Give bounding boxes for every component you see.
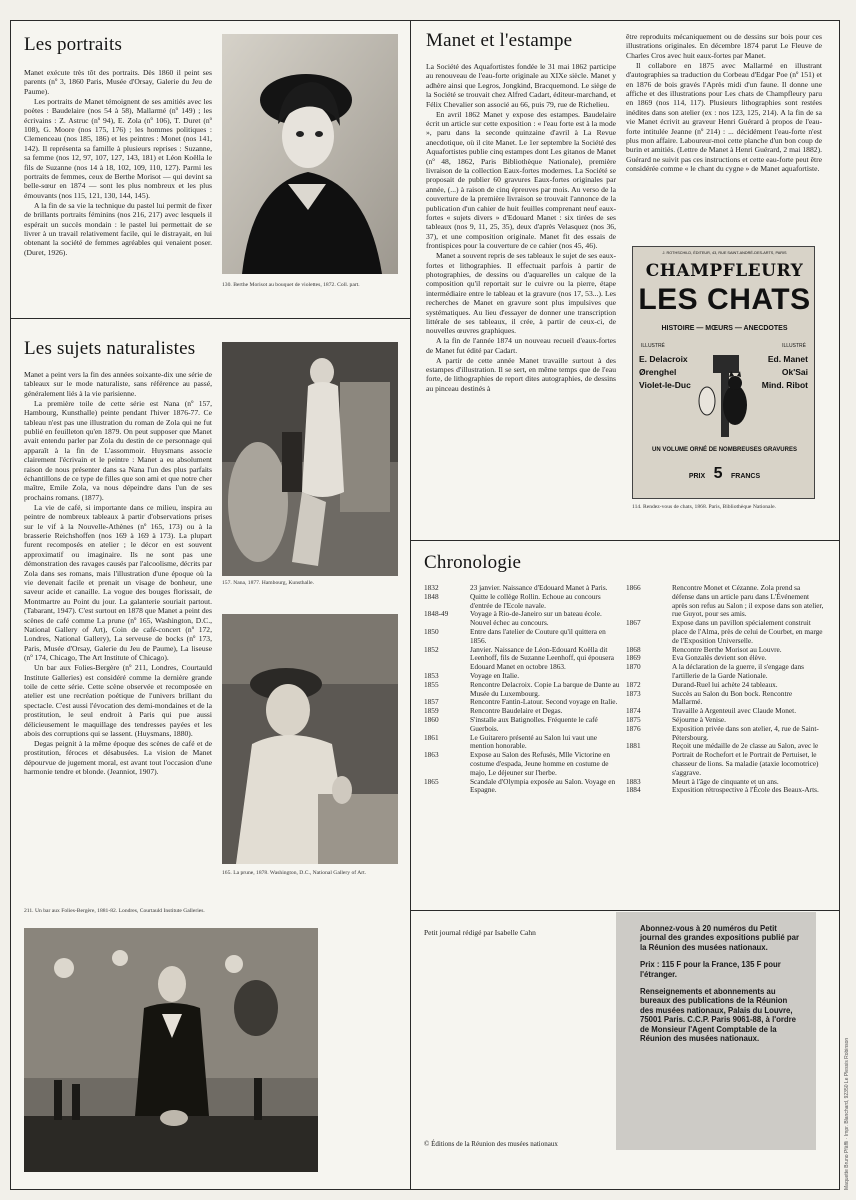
poster-left-names <box>639 353 693 392</box>
chrono-year: 1865 <box>424 776 439 786</box>
chrono-year: 1857 <box>424 697 439 707</box>
chrono-year: 1875 <box>626 714 641 724</box>
chrono-year: 1883 <box>626 776 641 786</box>
chrono-year: 1874 <box>626 706 641 716</box>
chrono-entry <box>626 742 824 777</box>
chrono-text: Rencontre Fantin-Latour. Second voyage en Italie. <box>470 697 618 707</box>
chrono-year: 1859 <box>424 706 439 716</box>
paragraph: La vie de café, si importante dans ce milieu, inspira au peintre de nombreux tableaux à partir d'observations prises sur le vif à la Nouvelle-Athènes (nº 165, 173) ou à la brasserie Reichshoffen (nos 169 à 169 à 173). La plupart furent recomposés en atelier ; le décor en est souvent approximatif ou imaginaire. Ils ne sont pas une démonstration des ravages causés par l'alcoolisme, décrits par Zola dans ses romans, mais l'illustration d'une époque où la vie devenait facile et prenait un visage de bonheur, une saveur acide et canaille. La vogue des bouges florissait, de Montmartre au Point du jour. La galanterie souriait partout. (Tabarant, 1947). C'est surtout en 1878 que Manet a peint des scènes de café comme La prune (nº 165, Washington, D.C., National Gallery of Art), Coin de café-concert (nº 172, Londres, National Gallery), La serveuse de bocks (nº 173, Paris, Musée d'Orsay, Galerie du Jeu de Paume), La liseuse (nº 174, Chicago, The Art Institute of Chicago). <box>24 502 212 663</box>
chrono-entry <box>626 619 824 645</box>
chrono-text: S'installe aux Batignolles. Fréquente le café Guerbois. <box>470 714 598 733</box>
poster-cat-illustration <box>695 345 753 437</box>
chrono-year: 1868 <box>626 644 641 654</box>
chrono-entry <box>626 725 824 743</box>
column-divider <box>410 20 411 1190</box>
chrono-text: Janvier. Naissance de Léon-Edouard Koëlla dit Leenhoff, fils de Suzanne Leenhoff, qui épousera Edouard Manet en octobre 1863. <box>470 644 614 672</box>
paragraph: La première toile de cette série est Nana (nº 157, Hambourg, Kunsthalle) peinte pendant l'hiver 1876-77. Ce tableau n'est pas une illustration du roman de Zola qui ne fut publié en feuilleton qu'en 1879. On peut supposer que Manet avait entendu parler par Zola du destin de ce personnage qui apparaît à la fin de L'assommoir. Huysmans associe clairement l'écrivain et le peintre : Manet a eu absolument raison de nous présenter dans sa Nana l'un des plus parfaits échantillons de ce type de filles que son ami et que notre cher maître, Emile Zola, va nous dépeindre dans l'un de ses prochains romans. (1877). <box>24 398 212 502</box>
copyright: © Éditions de la Réunion des musées nationaux <box>424 1140 558 1148</box>
chrono-entry <box>424 778 620 796</box>
paragraph: A la fin de l'année 1874 un nouveau recueil d'eaux-fortes de Manet fut édité par Cadart. <box>426 336 616 355</box>
chrono-text: Voyage en Italie. <box>470 670 520 680</box>
subscribe-intro: Abonnez-vous à 20 numéros du Petit journal des grandes expositions publié par la Réunion des musées nationaux. <box>640 924 800 952</box>
artist-name: Ed. Manet <box>767 354 808 364</box>
bar-folies-bergere-photo <box>24 928 318 1172</box>
paragraph: En avril 1862 Manet y expose des estampes. Baudelaire écrit un article sur cette exposition : « l'eau forte est à la mode », paru dans la seconde quinzaine d'avril à La Revue anecdotique, où il cite Manet. Le 1er septembre la Société des Aquafortistes publie cinq estampes dont Les gitanos de Manet (nº 48, 1862, Paris Bibliothèque Nationale), première livraison de la collection Eaux-fortes modernes. La Société se proposait de publier 60 gravures Eaux-fortes originales par année, (...) à raison de cinq épreuves par mois. Au verso de la couverture de la première livraison se trouvait l'annonce de la publication d'un cahier de huit feuilles comprenant neuf eaux-fortes « sujets divers » d'Edouard Manet : six tirées de ses tableaux (nos 9, 11, 25, 35), deux d'après Velasquez (nos 36, 37), et une composition originale. Manet fit des essais de frontispices pour la couverture de ce cahier (nos 45, 46). <box>426 109 616 251</box>
paragraph: Un bar aux Folies-Bergère (nº 211, Londres, Courtauld Institute Galleries) est considéré comme la dernière grande toile de cette série. Cette scène observée et recomposée en atelier est une recréation poétique de l'univers brillant du spectacle. C'est aussi l'évocation des demi-mondaines et de la prostitution, le seul endroit à Paris qui pue aussi délicieusement le maquillage des tendresses payées et les abois des corruptions qui se lassent. (Huysmans, 1880). <box>24 663 212 738</box>
poster-publisher: J. ROTHSCHILD, ÉDITEUR, 43, RUE SAINT-ANDRÉ-DES-ARTS, PARIS <box>662 251 787 255</box>
artist-name: Ok'Sai <box>781 367 808 377</box>
chrono-text: Rencontre Baudelaire et Degas. <box>470 706 563 716</box>
chrono-entry <box>424 628 620 646</box>
chrono-entry <box>626 690 824 708</box>
chrono-text: Voyage à Rio-de-Janeiro sur un bateau école. Nouvel échec au concours. <box>470 609 602 628</box>
chrono-text: Rencontre Monet et Cézanne. Zola prend sa défense dans un article paru dans L'Événement après son refus au Salon ; il expose dans son atelier, rue Guyot, pour ses amis. <box>672 583 824 619</box>
paragraph: A partir de cette année Manet travaille surtout à des estampes d'illustration. Il se sert, en même temps que de l'eau forte, de lithographies de report dites autographies, de dessins au pinceau destinés à <box>426 355 616 393</box>
chrono-text: Succès au Salon du Bon bock. Rencontre Mallarmé. <box>672 688 793 707</box>
paragraph: Manet a souvent repris de ses tableaux le sujet de ses eaux-fortes et lithographies. Il effectuait parfois à partir de photographies, de dessins ou d'aquarelles un calque de la composition qu'il reportait sur le cuivre ou la pierre, étape intermédiaire entre le tableau et la gravure (nos 17, 53...). Les recherches de Manet en gravure sont plus impulsives que systématiques. Au lieu d'essayer de donner une transcription littérale de ses tableaux, il crée, à partir de ceux-ci, de nouvelles œuvres graphiques. <box>426 251 616 336</box>
chrono-text: Reçoit une médaille de 2e classe au Salon, avec le Portrait de Rochefort et le Portrait de Pertuiset, le chasseur de lions. Sa maladie (ataxie locomotrice) s'aggrave. <box>672 741 819 777</box>
chrono-text: Exposition rétrospective à l'École des Beaux-Arts. <box>672 785 819 795</box>
vertical-printer-credit: Maquette Bruno Pfäffli · Impr. Blanchard, 92350 Le Plessis Robinson <box>844 1037 850 1190</box>
chrono-text: 23 janvier. Naissance d'Edouard Manet à Paris. <box>470 583 608 592</box>
estampe-title: Manet et l'estampe <box>426 30 573 51</box>
author-credit: Petit journal rédigé par Isabelle Cahn <box>424 928 536 937</box>
section-divider <box>410 540 840 541</box>
paragraph: A la fin de sa vie la technique du pastel lui permit de fixer de brillants portraits féminins (nos 216, 217) avec lesquels il espérait un succès mondain : le pastel lui permettait de se livrer à un travail relativement facile, qui le distrayait, en lui obtenant la société de femmes agréables qui venaient poser. (Duret, 1926). <box>24 200 212 257</box>
portrait-berthe-morisot-photo <box>222 34 398 274</box>
paragraph: La Société des Aquafortistes fondée le 31 mai 1862 participe au renouveau de l'eau-forte originale au XIXe siècle. Manet y adhère ainsi que Legros, Jongkind, Bracquemond. Le siège de la Société se trouvait chez Alfred Cadart, éditeur-marchand, et Félix Chevalier son associé au 66, puis 79, rue de Richelieu. <box>426 62 616 109</box>
subscribe-price: Prix : 115 F pour la France, 135 F pour l'étranger. <box>640 960 781 979</box>
la-prune-photo <box>222 614 398 864</box>
chrono-entry <box>424 716 620 734</box>
chrono-entry <box>626 663 824 681</box>
estampe-text-left <box>426 62 616 394</box>
poster-subtitle: HISTOIRE — MŒURS — ANECDOTES <box>661 325 788 332</box>
poster-title: LES CHATS <box>638 283 811 316</box>
price-label: PRIX <box>688 473 706 480</box>
chrono-entry <box>424 646 620 672</box>
chrono-year: 1861 <box>424 732 439 742</box>
chrono-year: 1873 <box>626 688 641 698</box>
chronologie-right <box>626 584 824 795</box>
chrono-entry <box>424 681 620 699</box>
nana-caption: 157. Nana, 1877. Hambourg, Kunsthalle. <box>222 580 315 586</box>
chrono-year: 1866 <box>626 583 641 592</box>
portrait-caption: 130. Berthe Morisot au bouquet de violettes, 1872. Coll. part. <box>222 282 360 288</box>
chrono-text: Meurt à l'âge de cinquante et un ans. <box>672 776 779 786</box>
chrono-entry <box>424 593 620 611</box>
chrono-entry <box>626 786 824 795</box>
subscribe-info: Renseignements et abonnements au bureaux des publications de la Réunion des musées nationaux, Palais du Louvre, 75001 Paris. C.C.P. Paris 9061-88, à l'ordre de Monsieur l'Agent Comptable de la Réunion des musées nationaux. <box>640 987 797 1044</box>
les-chats-poster <box>632 246 815 499</box>
chrono-year: 1853 <box>424 670 439 680</box>
chrono-year: 1860 <box>424 714 439 724</box>
chrono-text: Le Guitarero présenté au Salon lui vaut une mention honorable. <box>470 732 598 751</box>
poster-right-names <box>752 353 808 392</box>
chrono-text: Expose dans un pavillon spécialement construit place de l'Alma, près de celui de Courbet, en marge de l'Exposition Universelle. <box>672 618 823 645</box>
chrono-year: 1852 <box>424 644 439 654</box>
chronologie-left <box>424 584 620 795</box>
chrono-year: 1872 <box>626 679 641 689</box>
chrono-text: Entre dans l'atelier de Couture qu'il quittera en 1856. <box>470 626 606 645</box>
estampe-text-right <box>626 32 822 174</box>
chrono-entry <box>424 751 620 777</box>
chronologie-title: Chronologie <box>424 552 522 573</box>
bar-caption: 211. Un bar aux Folies-Bergère, 1881-82. Londres, Courtauld Institute Galleries. <box>24 908 205 914</box>
chrono-year: 1876 <box>626 723 641 733</box>
chrono-year: 1867 <box>626 618 641 628</box>
paragraph: Degas peignit à la même époque des scènes de café et de prostitution, féroces et désabusées. La vision de Manet dépourvue de jugement moral, est avant tout l'occasion d'une harmonie tendre et blonde. (Jeanniot, 1907). <box>24 738 212 777</box>
les-chats-caption: 114. Rendez-vous de chats, 1868. Paris, Bibliothèque Nationale. <box>632 504 776 510</box>
paragraph: Manet a peint vers la fin des années soixante-dix une série de tableaux sur le mode naturaliste, sans référence au passé, généralement liés à la vie parisienne. <box>24 370 212 398</box>
chrono-text: Quitte le collège Rollin. Echoue au concours d'entrée de l'Ecole navale. <box>470 591 601 610</box>
poster-illustre-left: ILLUSTRÉ <box>641 343 665 349</box>
chrono-text: Rencontre Delacroix. Copie La barque de Dante au Musée du Luxembourg. <box>470 679 620 698</box>
chrono-text: Expose au Salon des Refusés, Mlle Victorine en costume d'espada, Jeune homme en costume de majo, Le déjeuner sur l'herbe. <box>470 750 611 777</box>
price-value: 5 <box>713 465 723 482</box>
naturalistes-title: Les sujets naturalistes <box>24 338 196 359</box>
chrono-text: Durand-Ruel lui achète 24 tableaux. <box>672 679 778 689</box>
poster-bottom-line: UN VOLUME ORNÉ DE NOMBREUSES GRAVURES <box>652 447 797 453</box>
chrono-entry <box>424 610 620 628</box>
artist-name: Ørenghel <box>639 367 677 377</box>
paragraph: Manet exécute très tôt des portraits. Dès 1860 il peint ses parents (nº 3, 1860 Paris, Musée d'Orsay, Galerie du Jeu de Paume). <box>24 68 212 96</box>
chrono-year: 1848-49 <box>424 609 449 619</box>
section-divider <box>410 910 840 911</box>
chrono-year: 1855 <box>424 679 439 689</box>
artist-name: E. Delacroix <box>639 354 688 364</box>
poster-price <box>633 465 815 483</box>
subscription-box <box>616 912 816 1150</box>
paragraph: Il collabore en 1875 avec Mallarmé en illustrant d'autographies sa traduction du Corbeau d'Edgar Poe (nº 151) et en 1876 de bois gravés l'Après midi d'un faune. Il donne une affiche et des illustrations pour Les chats de Champfleury paru en 1869 (nos 114, 117). Plusieurs lithographies sont restées inédites dans son atelier (ex : nos 123, 125, 214). A la fin de sa vie Manet écrivit au graveur Henri Guérard à propos de l'eau-forte intitulée Jeanne (nº 214) : ... décidément l'eau-forte n'est plus mon affaire. Laboureur-moi cette planche d'un bon coup de burin et amitiés. (Lettre de Manet à Henri Guérard, 2 mai 1882). Guérard ne suivit pas ces instructions et cette eau-forte peut être considérée comme « le chant du cygne » de Manet aquafortiste. <box>626 60 822 174</box>
chrono-text: Séjourne à Venise. <box>672 714 726 724</box>
chrono-text: A la déclaration de la guerre, il s'engage dans l'artillerie de la Garde Nationale. <box>672 662 804 680</box>
chrono-text: Rencontre Berthe Morisot au Louvre. <box>672 644 782 654</box>
nana-photo <box>222 342 398 576</box>
chrono-year: 1848 <box>424 591 439 601</box>
chrono-year: 1870 <box>626 662 641 672</box>
chrono-text: Eva Gonzalès devient son élève. <box>672 653 767 663</box>
poster-author: CHAMPFLEURY <box>645 261 804 281</box>
paragraph: Les portraits de Manet témoignent de ses amitiés avec les poètes : Baudelaire (nos 54 à 58), Mallarmé (nº 149) ; les écrivains : Z. Astruc (nº 94), E. Zola (nº 106), T. Duret (nº 108), G. Moore (nos 175, 176) ; les hommes politiques : Clemenceau (nos 185, 186) et les peintres : Monet (nos 141, 142). Il représenta sa famille à plusieurs reprises : Suzanne, sa femme (nos 12, 97, 107, 127, 143, 181) et Léon Koëlla le fils de Suzanne (nos 14 à 18, 102, 109, 110, 127). Parmi les portraits de femmes, ceux de Berthe Morisot — qui devint sa belle-sœur en 1874 — sont les plus nombreux et les plus émouvants (nos 115, 121, 130, 144, 145). <box>24 96 212 200</box>
chrono-year: 1863 <box>424 750 439 760</box>
poster-illustre-right: ILLUSTRÉ <box>782 343 806 349</box>
chrono-text: Travaille à Argenteuil avec Claude Monet. <box>672 706 797 716</box>
chrono-text: Exposition privée dans son atelier, 4, rue de Saint-Pétersbourg. <box>672 723 819 742</box>
chrono-year: 1881 <box>626 741 641 751</box>
la-prune-caption: 165. La prune, 1878. Washington, D.C., National Gallery of Art. <box>222 870 367 876</box>
chrono-year: 1850 <box>424 626 439 636</box>
portraits-text <box>24 68 212 258</box>
chrono-entry <box>626 584 824 619</box>
price-unit: FRANCS <box>730 473 761 480</box>
artist-name: Mind. Ribot <box>761 380 808 390</box>
paragraph: être reproduits mécaniquement ou de dessins sur bois pour ces illustrations originales. En décembre 1874 parut Le Fleuve de Charles Cros avec huit eaux-fortes par Manet. <box>626 32 822 60</box>
chrono-text: Scandale d'Olympia exposée au Salon. Voyage en Espagne. <box>470 776 616 795</box>
section-divider <box>10 318 410 319</box>
naturalistes-text <box>24 370 212 777</box>
portraits-title: Les portraits <box>24 34 123 55</box>
chrono-year: 1869 <box>626 653 641 663</box>
chrono-entry <box>424 734 620 752</box>
artist-name: Violet-le-Duc <box>639 380 691 390</box>
chrono-year: 1832 <box>424 583 439 592</box>
chrono-year: 1884 <box>626 785 641 795</box>
